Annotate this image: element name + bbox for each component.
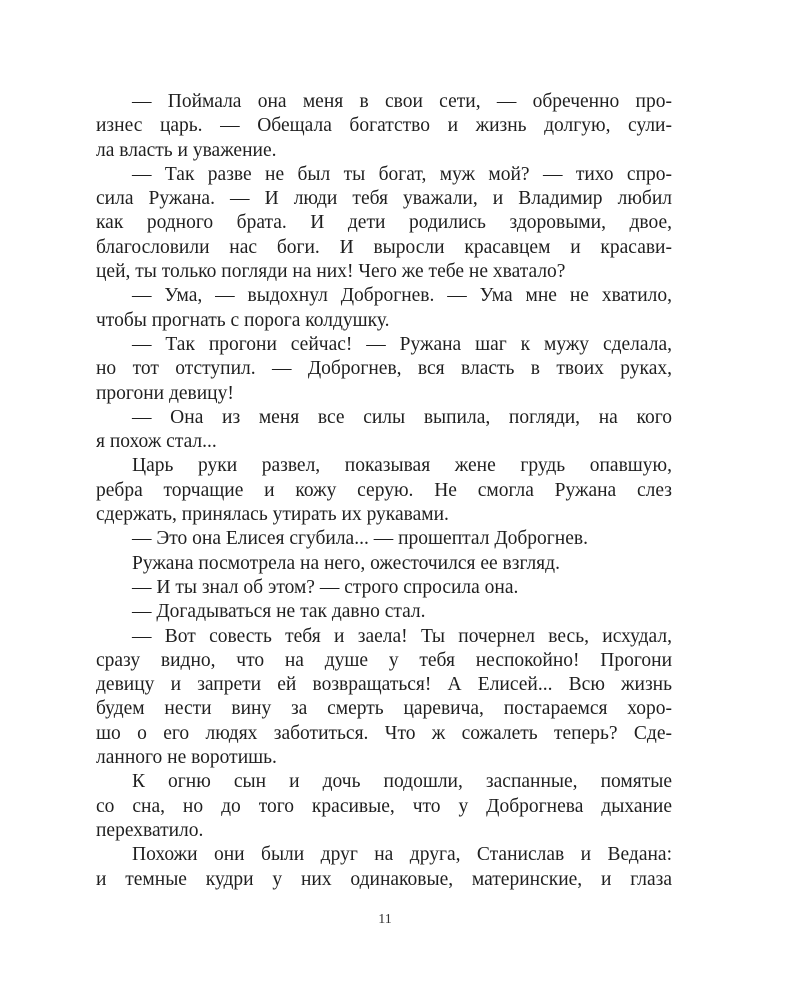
text-line: перехватило. xyxy=(96,819,204,841)
text-line: Царь руки развел, показывая жене грудь опавшую, xyxy=(132,455,672,477)
page-text-body xyxy=(96,90,672,892)
text-line: цей, ты только погляди на них! Чего же тебе не хватало? xyxy=(96,261,566,283)
text-line: шо о его людях заботиться. Что ж сожалеть теперь? Сде- xyxy=(96,722,672,744)
text-line: К огню сын и дочь подошли, заспанные, помятые xyxy=(132,771,672,793)
text-line: — Она из меня все силы выпила, погляди, на кого xyxy=(132,406,672,428)
text-line: — Догадываться не так давно стал. xyxy=(132,601,426,623)
paragraph xyxy=(96,552,672,576)
text-line: — Поймала она меня в свои сети, — обреченно про- xyxy=(132,91,672,112)
text-line: сразу видно, что на душе у тебя неспокойно! Прогони xyxy=(96,649,672,671)
text-line: прогони девицу! xyxy=(96,382,234,404)
text-line: — И ты знал об этом? — строго спросила она. xyxy=(132,576,519,598)
page-number: 11 xyxy=(378,912,392,927)
text-line: Похожи они были друг на друга, Станислав и Ведана: xyxy=(132,844,672,866)
paragraph xyxy=(96,454,672,527)
text-line: — Вот совесть тебя и заела! Ты почернел весь, исхудал, xyxy=(132,625,672,647)
text-line: чтобы прогнать с порога колдушку. xyxy=(96,309,390,331)
text-line: — Ума, — выдохнул Доброгнев. — Ума мне не хватило, xyxy=(132,285,672,307)
text-line: как родного брата. И дети родились здоровыми, двое, xyxy=(96,212,672,234)
paragraph xyxy=(96,576,672,600)
text-line: и темные кудри у них одинаковые, материнские, и глаза xyxy=(96,868,672,890)
text-line: со сна, но до того красивые, что у Доброгнева дыхание xyxy=(96,795,672,817)
text-line: ребра торчащие и кожу серую. Не смогла Ружана слез xyxy=(96,479,672,501)
text-line: я похож стал... xyxy=(96,431,217,453)
paragraph xyxy=(96,90,672,163)
text-line: — Так разве не был ты богат, муж мой? — тихо спро- xyxy=(132,163,672,185)
paragraph xyxy=(96,527,672,551)
paragraph xyxy=(96,406,672,455)
paragraph xyxy=(96,284,672,333)
text-line: но тот отступил. — Доброгнев, вся власть в твоих руках, xyxy=(96,358,672,380)
text-line: — Это она Елисея сгубила... — прошептал Доброгнев. xyxy=(132,528,588,550)
paragraph xyxy=(96,625,672,771)
paragraph xyxy=(96,770,672,843)
paragraph xyxy=(96,600,672,624)
text-line: ла власть и уважение. xyxy=(96,139,277,161)
text-line: сила Ружана. — И люди тебя уважали, и Владимир любил xyxy=(96,188,672,210)
paragraph xyxy=(96,163,672,284)
text-line: ланного не воротишь. xyxy=(96,747,277,769)
text-line: девицу и запрети ей возвращаться! А Елисей... Всю жизнь xyxy=(96,674,672,696)
text-line: будем нести вину за смерть царевича, постараемся хоро- xyxy=(96,698,672,720)
paragraph xyxy=(96,843,672,892)
text-line: изнес царь. — Обещала богатство и жизнь долгую, сули- xyxy=(96,115,672,137)
text-line: благословили нас боги. И выросли красавцем и красави- xyxy=(96,236,672,258)
text-line: Ружана посмотрела на него, ожесточился ее взгляд. xyxy=(132,552,560,574)
paragraph xyxy=(96,333,672,406)
text-line: сдержать, принялась утирать их рукавами. xyxy=(96,504,449,526)
text-line: — Так прогони сейчас! — Ружана шаг к мужу сделала, xyxy=(132,333,672,355)
